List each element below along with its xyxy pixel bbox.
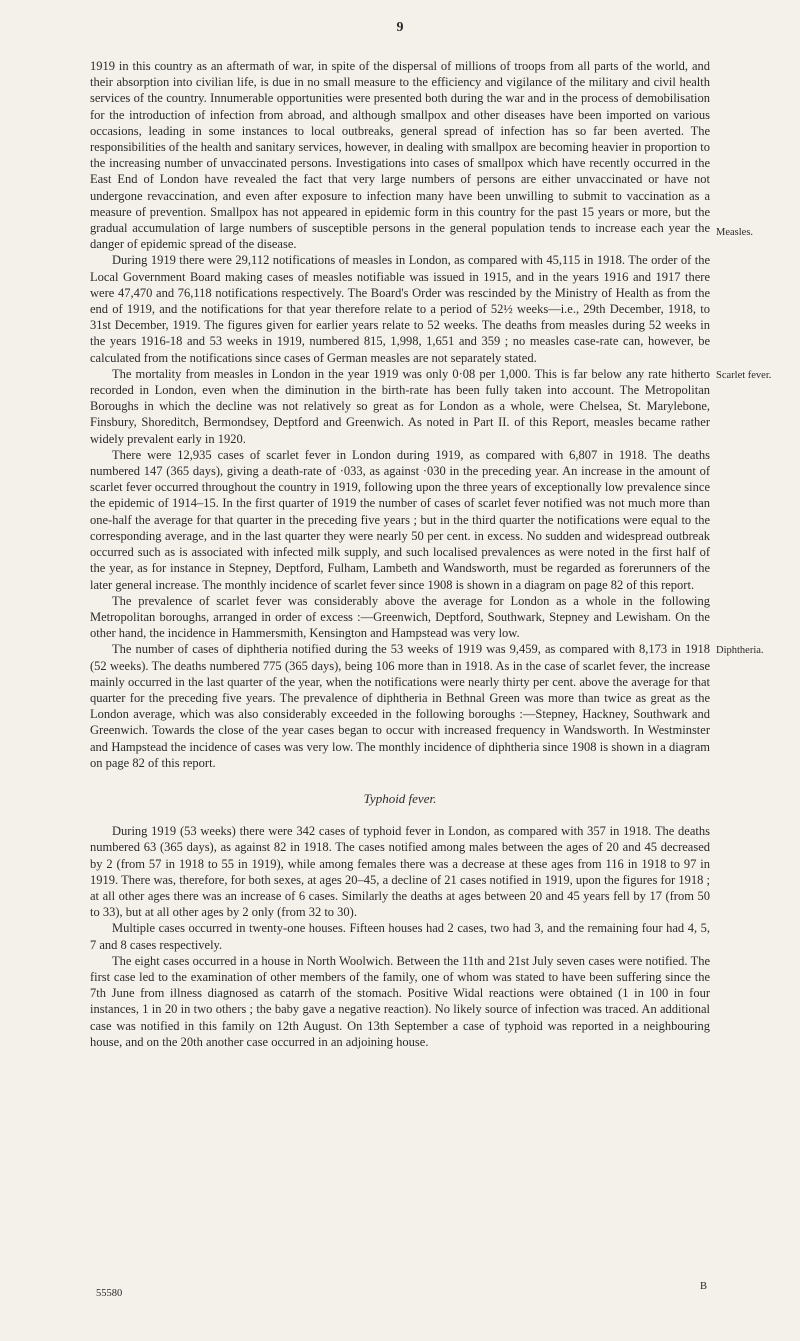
margin-note-scarlet-fever: Scarlet fever. [716, 370, 772, 381]
paragraph-measles-mortality: The mortality from measles in London in the year 1919 was only 0·08 per 1,000. This is far below any rate hitherto recorded in London, even when the diminution in the birth-rate has been fully taken into account. The Metropolitan Boroughs in which the decline was not relatively so great as for London as a whole, were Chelsea, St. Marylebone, Finsbury, Shoreditch, Bermondsey, Deptford and Greenwich. As noted in Part II. of this Report, measles became rather widely prevalent early in 1920. [90, 366, 710, 446]
paragraph-scarlet-fever-boroughs: The prevalence of scarlet fever was considerably above the average for London as a whole in the following Metropolitan boroughs, arranged in order of excess :—Greenwich, Deptford, Southwark, Stepney and Lewisham. On the other hand, the incidence in Hammersmith, Kensington and Hampstead was very low. [90, 593, 710, 641]
paragraph-typhoid-woolwich: The eight cases occurred in a house in North Woolwich. Between the 11th and 21st July seven cases were notified. The first case led to the examination of other members of the family, one of whom was stated to have been suffering since the 7th June from illness diagnosed as catarrh of the stomach. Positive Widal reactions were obtained (1 in 100 in four instances, 1 in 20 in two others ; the baby gave a negative reaction). No likely source of infection was traced. An additional case was notified in this family on 12th August. On 13th September a case of typhoid was reported in a neighbouring house, and on the 20th another case occurred in an adjoining house. [90, 953, 710, 1049]
paragraph-smallpox: 1919 in this country as an aftermath of war, in spite of the dispersal of millions of troops from all parts of the world, and their absorption into civilian life, is due in no small measure to the efficiency and vigilance of the military and civil health services of the country. Innumerable opportunities were presented both during the war and in the process of demobilisation for the introduction of infection from abroad, and although smallpox and other diseases have been imported on various occasions, leading in some instances to local outbreaks, general spread of infection has so far been averted. The responsibilities of the health and sanitary services, however, in dealing with smallpox are becoming heavier in proportion to the increasing number of unvaccinated persons. Investigations into cases of smallpox which have recently occurred in the East End of London have revealed the fact that very large numbers of persons are either unvaccinated or have not undergone revaccination, and even after exposure to infection many have been unwilling to submit to vaccination as a measure of prevention. Smallpox has not appeared in epidemic form in this country for the past 15 years or more, but the gradual accumulation of large numbers of susceptible persons in the general population tends to increase each year the danger of epidemic spread of the disease. [90, 59, 710, 252]
margin-note-measles: Measles. [716, 227, 754, 238]
page-number: 9 [396, 20, 404, 35]
body-text [90, 58, 710, 1050]
paragraph-typhoid-multiple: Multiple cases occurred in twenty-one houses. Fifteen houses had 2 cases, two had 3, and the remaining four had 4, 5, 7 and 8 cases respectively. [90, 921, 710, 952]
margin-note-diphtheria: Diphtheria. [716, 645, 764, 656]
signature-mark: B [700, 1281, 708, 1292]
paragraph-scarlet-fever: There were 12,935 cases of scarlet fever in London during 1919, as compared with 6,807 in 1918. The deaths numbered 147 (365 days), giving a death-rate of ·033, as against ·030 in the preceding year. An increase in the amount of scarlet fever occurred throughout the country in 1919, following upon the three years of exceptionally low prevalence since the epidemic of 1914–15. In the first quarter of 1919 the number of cases of scarlet fever notified was not much more than one-half the average for that quarter in the preceding five years ; but in the third quarter the notifications were equal to the corresponding average, and in the last quarter they were nearly 50 per cent. in excess. No sudden and widespread outbreak occurred such as is associated with infected milk supply, and such localised prevalences as were noted in the first half of the year, as for instance in Stepney, Deptford, Fulham, Lambeth and Wandsworth, must be regarded as forerunners of the later general increase. The monthly incidence of scarlet fever since 1908 is shown in a diagram on page 82 of this report. [90, 447, 710, 592]
paragraph-diphtheria: The number of cases of diphtheria notified during the 53 weeks of 1919 was 9,459, as compared with 8,173 in 1918 (52 weeks). The deaths numbered 775 (365 days), being 106 more than in 1918. As in the case of scarlet fever, the increase mainly occurred in the last quarter of the year, when the notifications were nearly thirty per cent. above the average for that quarter for the preceding five years. The prevalence of diphtheria in Bethnal Green was more than twice as great as the London average, which was also considerably exceeded in the following boroughs :—Stepney, Hackney, Southwark and Greenwich. Towards the close of the year cases began to occur with increased frequency in Wandsworth. In Westminster and Hampstead the incidence of cases was very low. The monthly incidence of diphtheria since 1908 is shown in a diagram on page 82 of this report. [90, 642, 710, 770]
print-code: 55580 [96, 1288, 123, 1299]
typhoid-heading: Typhoid fever. [363, 790, 437, 806]
paragraph-typhoid-cases: During 1919 (53 weeks) there were 342 cases of typhoid fever in London, as compared with 357 in 1918. The deaths numbered 63 (365 days), as against 82 in 1918. The cases notified among males between the ages of 20 and 45 decreased by 2 (from 57 in 1918 to 55 in 1919), while among females there was a decrease at these ages from 116 in 1918 to 97 in 1919. There was, therefore, for both sexes, at ages 20–45, a decline of 21 cases notified in 1919, upon the figures for 1918 ; at all other ages there was an increase of 6 cases. Similarly the deaths at ages between 20 and 45 years fell by 17 (from 50 to 33), but at all other ages by 2 only (from 32 to 30). [90, 824, 710, 920]
paragraph-measles-notifications: During 1919 there were 29,112 notifications of measles in London, as compared with 45,115 in 1918. The order of the Local Government Board making cases of measles notifiable was issued in 1915, and in the years 1916 and 1917 there were 47,470 and 76,118 notifications respectively. The Board's Order was rescinded by the Ministry of Health as from the end of 1919, and the notifications for that year therefore relate to a period of 52½ weeks—i.e., 29th December, 1918, to 31st December, 1919. The figures given for earlier years relate to 52 weeks. The deaths from measles during 52 weeks in the years 1916-18 and 53 weeks in 1919, numbered 815, 1,998, 1,651 and 359 ; no measles case-rate can, however, be calculated from the notifications since cases of German measles are not separately stated. [90, 253, 710, 365]
